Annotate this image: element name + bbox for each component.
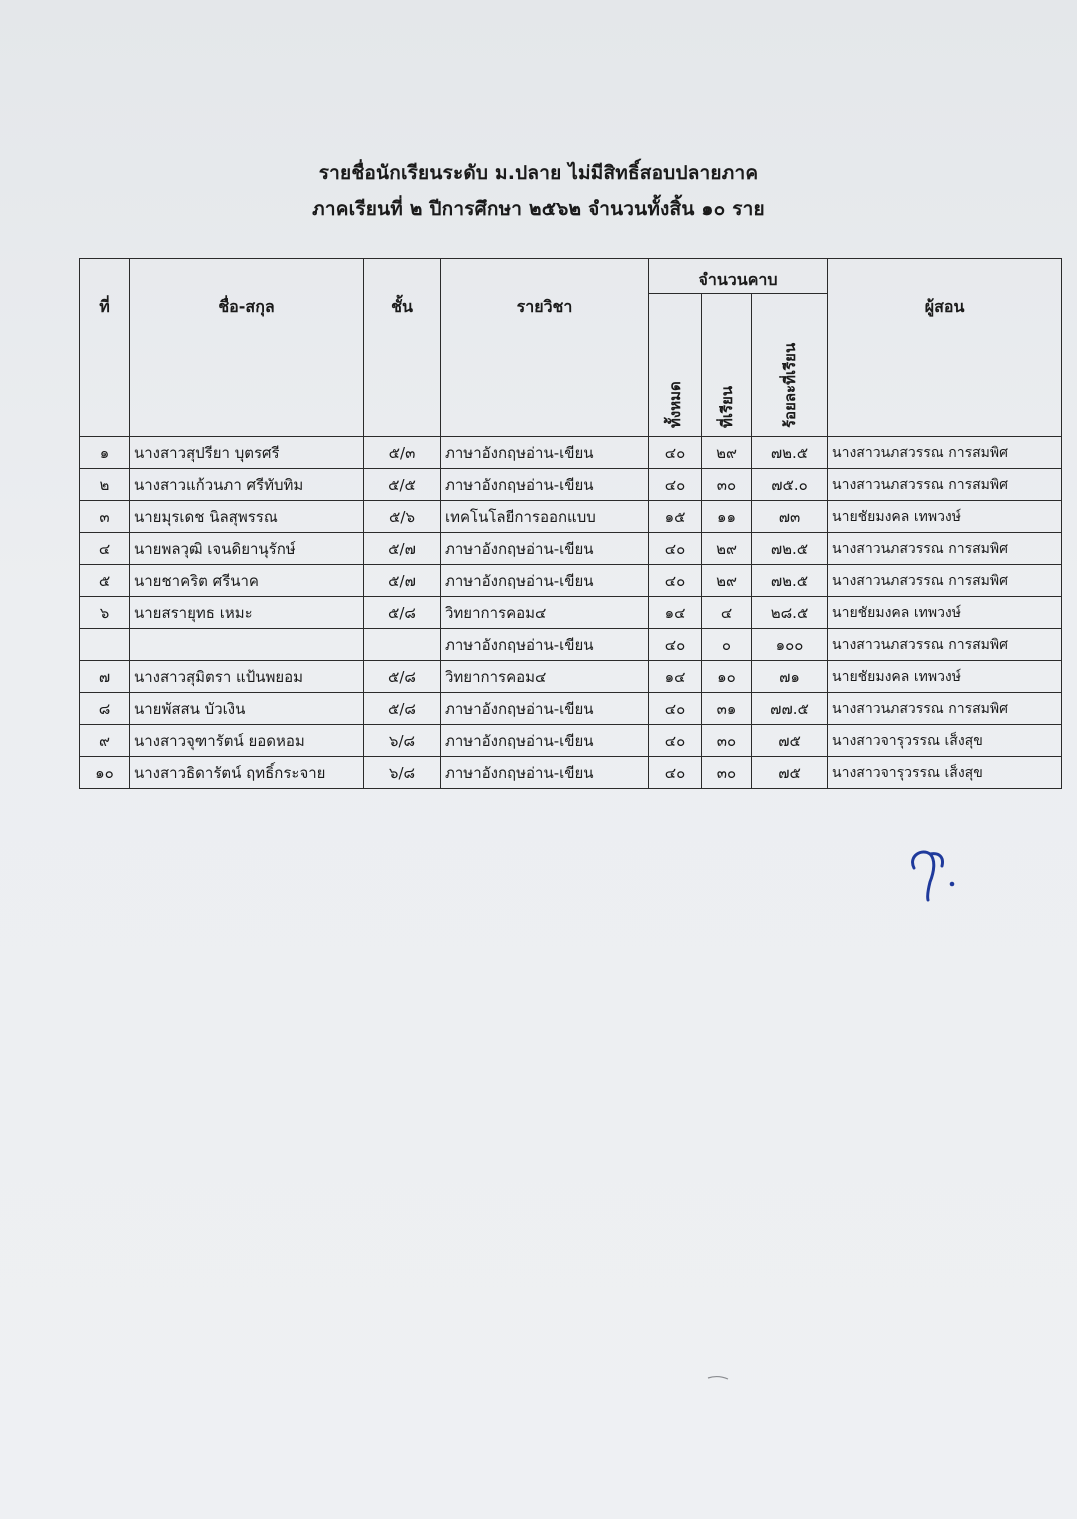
header-attended: ที่เรียน <box>717 385 736 428</box>
cell-attended: ๒๙ <box>702 565 752 597</box>
cell-teacher: นายชัยมงคล เทพวงษ์ <box>828 661 1062 693</box>
cell-teacher: นางสาวจารุวรรณ เส็งสุข <box>828 757 1062 789</box>
cell-no: ๙ <box>80 725 130 757</box>
cell-no: ๒ <box>80 469 130 501</box>
cell-attended: ๒๙ <box>702 533 752 565</box>
cell-attended: ๑๑ <box>702 501 752 533</box>
table-row <box>80 629 1062 661</box>
cell-no: ๘ <box>80 693 130 725</box>
cell-teacher: นายชัยมงคล เทพวงษ์ <box>828 501 1062 533</box>
cell-no: ๓ <box>80 501 130 533</box>
cell-no: ๔ <box>80 533 130 565</box>
header-class: ชั้น <box>364 259 441 437</box>
cell-teacher: นางสาวนภสวรรณ การสมพิศ <box>828 693 1062 725</box>
header-total: ทั้งหมด <box>666 381 684 428</box>
cell-percent: ๗๑ <box>752 661 828 693</box>
cell-total: ๑๔ <box>649 597 702 629</box>
cell-name: นางสาวธิดารัตน์ ฤทธิ์กระจาย <box>130 757 364 789</box>
table-row <box>80 597 1062 629</box>
cell-total: ๔๐ <box>649 757 702 789</box>
cell-class: ๕/๖ <box>364 501 441 533</box>
cell-no <box>80 629 130 661</box>
document-subtitle: ภาคเรียนที่ ๒ ปีการศึกษา ๒๕๖๒ จำนวนทั้งสิ้น ๑๐ ราย <box>312 198 765 220</box>
cell-class: ๕/๕ <box>364 469 441 501</box>
cell-class: ๖/๘ <box>364 757 441 789</box>
table-row <box>80 693 1062 725</box>
cell-percent: ๑๐๐ <box>752 629 828 661</box>
cell-name: นายชาคริต ศรีนาค <box>130 565 364 597</box>
cell-percent: ๒๘.๕ <box>752 597 828 629</box>
cell-name: นางสาวแก้วนภา ศรีทับทิม <box>130 469 364 501</box>
table-body <box>80 437 1062 789</box>
cell-name: นายสรายุทธ เหมะ <box>130 597 364 629</box>
header-name: ชื่อ-สกุล <box>130 259 364 437</box>
cell-percent: ๗๗.๕ <box>752 693 828 725</box>
header-total-cell <box>649 294 702 437</box>
cell-total: ๔๐ <box>649 693 702 725</box>
paper-smudge <box>707 1375 729 1381</box>
cell-name: นายมุรเดช นิลสุพรรณ <box>130 501 364 533</box>
cell-name <box>130 629 364 661</box>
cell-no: ๖ <box>80 597 130 629</box>
table-row <box>80 725 1062 757</box>
cell-subject: ภาษาอังกฤษอ่าน-เขียน <box>441 629 649 661</box>
cell-subject: เทคโนโลยีการออกแบบ <box>441 501 649 533</box>
cell-total: ๔๐ <box>649 725 702 757</box>
signature-mark <box>900 838 970 908</box>
document-title: รายชื่อนักเรียนระดับ ม.ปลาย ไม่มีสิทธิ์สอบปลายภาค <box>318 162 759 184</box>
cell-total: ๔๐ <box>649 565 702 597</box>
cell-percent: ๗๕ <box>752 757 828 789</box>
table-row <box>80 469 1062 501</box>
cell-attended: ๓๑ <box>702 693 752 725</box>
cell-no: ๑๐ <box>80 757 130 789</box>
table-row <box>80 437 1062 469</box>
cell-total: ๔๐ <box>649 533 702 565</box>
cell-subject: ภาษาอังกฤษอ่าน-เขียน <box>441 437 649 469</box>
cell-teacher: นางสาวนภสวรรณ การสมพิศ <box>828 565 1062 597</box>
cell-class: ๖/๘ <box>364 725 441 757</box>
cell-attended: ๓๐ <box>702 757 752 789</box>
cell-class: ๕/๗ <box>364 565 441 597</box>
cell-attended: ๔ <box>702 597 752 629</box>
cell-class: ๕/๘ <box>364 597 441 629</box>
cell-name: นางสาวสุมิตรา แป้นพยอม <box>130 661 364 693</box>
cell-percent: ๗๒.๕ <box>752 533 828 565</box>
table-row <box>80 501 1062 533</box>
cell-attended: ๓๐ <box>702 725 752 757</box>
header-subject: รายวิชา <box>441 259 649 437</box>
cell-subject: ภาษาอังกฤษอ่าน-เขียน <box>441 725 649 757</box>
cell-attended: ๒๙ <box>702 437 752 469</box>
header-teacher: ผู้สอน <box>828 259 1062 437</box>
cell-attended: ๓๐ <box>702 469 752 501</box>
cell-class: ๕/๓ <box>364 437 441 469</box>
header-periods-group: จำนวนคาบ <box>649 259 828 294</box>
table-row <box>80 533 1062 565</box>
cell-attended: ๑๐ <box>702 661 752 693</box>
ineligible-students-table <box>79 258 1062 789</box>
table-row <box>80 757 1062 789</box>
cell-teacher: นางสาวนภสวรรณ การสมพิศ <box>828 469 1062 501</box>
cell-class: ๕/๗ <box>364 533 441 565</box>
cell-percent: ๗๒.๕ <box>752 565 828 597</box>
header-percent: ร้อยละที่เรียน <box>780 342 799 428</box>
cell-subject: ภาษาอังกฤษอ่าน-เขียน <box>441 533 649 565</box>
cell-total: ๑๕ <box>649 501 702 533</box>
cell-class: ๕/๘ <box>364 693 441 725</box>
cell-teacher: นางสาวนภสวรรณ การสมพิศ <box>828 629 1062 661</box>
cell-total: ๔๐ <box>649 437 702 469</box>
cell-attended: ๐ <box>702 629 752 661</box>
cell-teacher: นางสาวนภสวรรณ การสมพิศ <box>828 533 1062 565</box>
cell-no: ๗ <box>80 661 130 693</box>
cell-subject: วิทยาการคอม๔ <box>441 661 649 693</box>
cell-name: นายพัสสน บัวเงิน <box>130 693 364 725</box>
cell-teacher: นางสาวนภสวรรณ การสมพิศ <box>828 437 1062 469</box>
cell-total: ๔๐ <box>649 469 702 501</box>
header-percent-cell <box>752 294 828 437</box>
cell-class: ๕/๘ <box>364 661 441 693</box>
cell-name: นางสาวจุฑารัตน์ ยอดหอม <box>130 725 364 757</box>
header-attended-cell <box>702 294 752 437</box>
cell-no: ๑ <box>80 437 130 469</box>
cell-percent: ๗๒.๕ <box>752 437 828 469</box>
table-row <box>80 661 1062 693</box>
cell-percent: ๗๕ <box>752 725 828 757</box>
table-row <box>80 565 1062 597</box>
cell-teacher: นางสาวจารุวรรณ เส็งสุข <box>828 725 1062 757</box>
cell-total: ๔๐ <box>649 629 702 661</box>
cell-name: นางสาวสุปรียา บุตรศรี <box>130 437 364 469</box>
cell-percent: ๗๓ <box>752 501 828 533</box>
cell-class <box>364 629 441 661</box>
cell-subject: ภาษาอังกฤษอ่าน-เขียน <box>441 469 649 501</box>
cell-no: ๕ <box>80 565 130 597</box>
cell-name: นายพลวุฒิ เจนดิยานุรักษ์ <box>130 533 364 565</box>
cell-subject: ภาษาอังกฤษอ่าน-เขียน <box>441 757 649 789</box>
cell-percent: ๗๕.๐ <box>752 469 828 501</box>
cell-teacher: นายชัยมงคล เทพวงษ์ <box>828 597 1062 629</box>
header-no: ที่ <box>80 259 130 437</box>
cell-subject: ภาษาอังกฤษอ่าน-เขียน <box>441 565 649 597</box>
cell-subject: วิทยาการคอม๔ <box>441 597 649 629</box>
cell-total: ๑๔ <box>649 661 702 693</box>
cell-subject: ภาษาอังกฤษอ่าน-เขียน <box>441 693 649 725</box>
